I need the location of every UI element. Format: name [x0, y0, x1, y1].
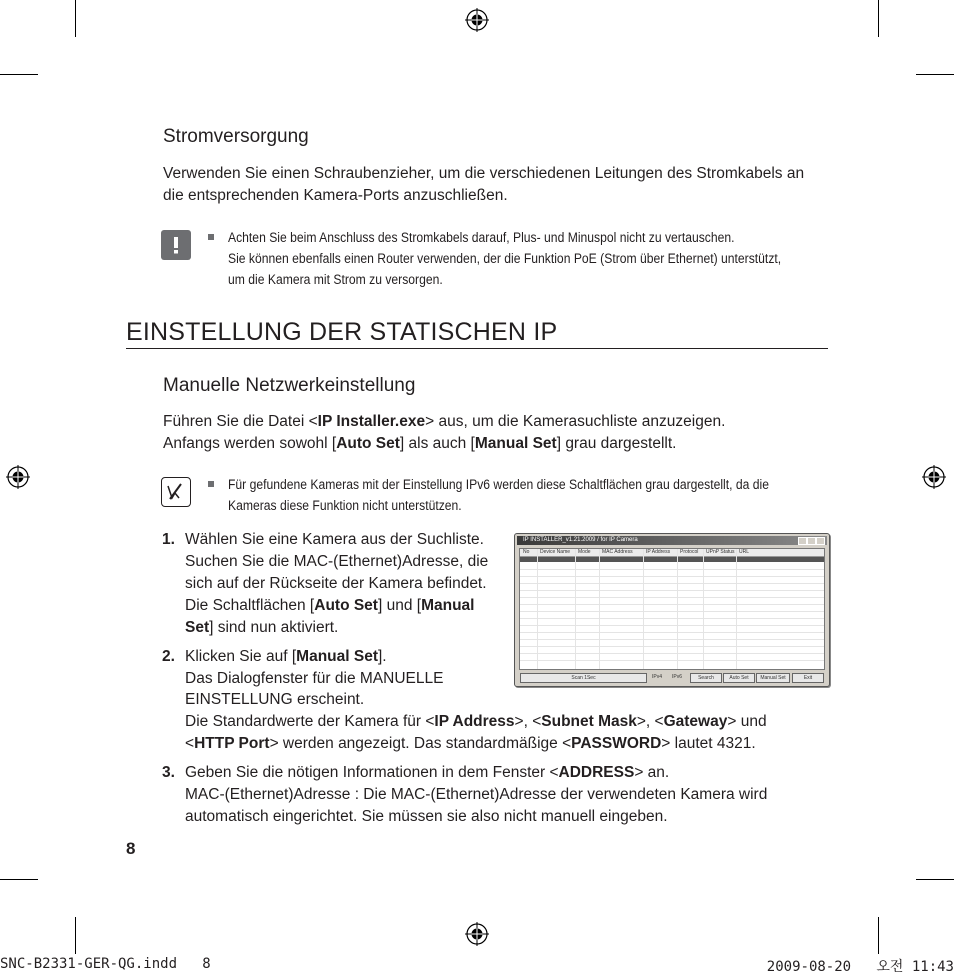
- step-number: 1.: [162, 531, 175, 548]
- text: >, <: [636, 713, 664, 730]
- grid-line: [520, 653, 824, 654]
- bold-text: HTTP Port: [194, 735, 270, 752]
- ip-installer-screenshot: [514, 533, 830, 687]
- step-text: automatisch eingerichtet. Sie müssen sie also nicht manuell eingeben.: [185, 808, 668, 825]
- search-button: Search: [690, 673, 722, 683]
- caution-icon: [161, 230, 191, 260]
- grid-line: [520, 646, 824, 647]
- minimize-icon: [798, 537, 807, 545]
- text: Führen Sie die Datei <: [163, 413, 318, 430]
- exit-button: Exit: [792, 673, 824, 683]
- column-header: UPnP Status: [706, 549, 735, 555]
- crop-mark: [916, 74, 954, 75]
- scan-interval-select: Scan 1Sec: [520, 673, 647, 683]
- bold-text: Set: [185, 619, 210, 636]
- crop-mark: [916, 879, 954, 880]
- grid-line: [520, 625, 824, 626]
- step-text: Wählen Sie eine Kamera aus der Suchliste.: [185, 531, 484, 548]
- column-header: No: [523, 549, 530, 555]
- bold-text: Manual Set: [474, 435, 557, 452]
- step-text: [185, 711, 767, 733]
- grid-line: [520, 611, 824, 612]
- bold-text: Gateway: [663, 713, 728, 730]
- close-icon: [816, 537, 825, 545]
- camera-list: [519, 548, 825, 670]
- text: ] und [: [377, 597, 422, 614]
- grid-line: [520, 569, 824, 570]
- footer-timestamp: 2009-08-20 오전 11:43: [766, 959, 954, 975]
- note-pencil-icon: [162, 478, 189, 505]
- grid-line: [520, 583, 824, 584]
- step-text: sich auf der Rückseite der Kamera befindet.: [185, 575, 487, 592]
- section-title-stromversorgung: Stromversorgung: [163, 126, 309, 147]
- step-text: [185, 595, 474, 617]
- text: > werden angezeigt. Das standardmäßige <: [269, 735, 572, 752]
- step-text: Suchen Sie die MAC-(Ethernet)Adresse, die: [185, 553, 489, 570]
- bold-text: Manual: [421, 597, 475, 614]
- grid-line: [520, 597, 824, 598]
- bold-text: IP Address: [434, 713, 515, 730]
- body-text: Verwenden Sie einen Schraubenzieher, um die verschiedenen Leitungen des Stromkabels an: [163, 165, 805, 182]
- caution-text: Sie können ebenfalls einen Router verwenden, der die Funktion PoE (Strom über Ethernet) unterstützt,: [228, 251, 782, 266]
- bold-text: ADDRESS: [558, 764, 635, 781]
- step-text: EINSTELLUNG erscheint.: [185, 691, 365, 708]
- crop-mark: [75, 0, 76, 37]
- note-text: Für gefundene Kameras mit der Einstellung IPv6 werden diese Schaltflächen grau dargestellt, da die: [228, 477, 769, 492]
- page-heading: EINSTELLUNG DER STATISCHEN IP: [126, 318, 558, 346]
- text: ].: [377, 648, 387, 665]
- column-header: Protocol: [680, 549, 699, 555]
- caution-text: um die Kamera mit Strom zu versorgen.: [228, 272, 443, 287]
- grid-line: [520, 576, 824, 577]
- text: Geben Sie die nötigen Informationen in dem Fenster <: [185, 764, 559, 781]
- text: ] als auch [: [399, 435, 475, 452]
- grid-line: [677, 549, 678, 669]
- registration-mark-icon: [465, 8, 489, 32]
- window-titlebar: [517, 536, 827, 545]
- text: >, <: [514, 713, 542, 730]
- manual-set-button: Manual Set: [756, 673, 790, 683]
- body-text: [163, 411, 725, 433]
- step-text: [185, 733, 756, 755]
- crop-mark: [0, 74, 38, 75]
- grid-line: [643, 549, 644, 669]
- text: Die Standardwerte der Kamera für <: [185, 713, 435, 730]
- column-header: URL: [739, 549, 750, 555]
- bold-text: Auto Set: [336, 435, 400, 452]
- caution-text: Achten Sie beim Anschluss des Stromkabels darauf, Plus- und Minuspol nicht zu vertauschen.: [228, 230, 735, 245]
- text: Die Schaltflächen [: [185, 597, 315, 614]
- auto-set-button: Auto Set: [723, 673, 755, 683]
- crop-mark: [878, 0, 879, 37]
- body-text: die entsprechenden Kamera-Ports anzuschließen.: [163, 187, 508, 204]
- heading-rule: [126, 348, 828, 349]
- text: <: [185, 735, 195, 752]
- grid-line: [520, 639, 824, 640]
- column-header: Mode: [578, 549, 591, 555]
- grid-line: [520, 618, 824, 619]
- text: > und: [727, 713, 767, 730]
- grid-line: [520, 604, 824, 605]
- window-title: IP INSTALLER_v1.21.2009 / for IP Camera: [523, 537, 638, 543]
- ipv6-radio: IPv6: [671, 674, 682, 680]
- text: ] grau dargestellt.: [556, 435, 677, 452]
- crop-mark: [75, 917, 76, 954]
- bold-text: Auto Set: [314, 597, 378, 614]
- text: Anfangs werden sowohl [: [163, 435, 337, 452]
- bold-text: Manual Set: [296, 648, 378, 665]
- crop-mark: [878, 917, 879, 954]
- registration-mark-icon: [922, 465, 946, 489]
- note-icon: [161, 477, 191, 507]
- registration-mark-icon: [465, 922, 489, 946]
- selected-row: [520, 557, 824, 562]
- grid-line: [520, 660, 824, 661]
- camera-list-header: [520, 549, 824, 557]
- grid-line: [575, 549, 576, 669]
- bold-text: IP Installer.exe: [317, 413, 426, 430]
- text: Klicken Sie auf [: [185, 648, 297, 665]
- registration-mark-icon: [6, 465, 30, 489]
- grid-line: [520, 590, 824, 591]
- step-text: [185, 762, 669, 784]
- grid-line: [520, 632, 824, 633]
- ipv4-radio: IPv4: [651, 674, 662, 680]
- text: ] sind nun aktiviert.: [209, 619, 339, 636]
- step-number: 2.: [162, 648, 175, 665]
- step-number: 3.: [162, 764, 175, 781]
- text: > aus, um die Kamerasuchliste anzuzeigen.: [425, 413, 726, 430]
- note-text: Kameras diese Funktion nicht unterstützen.: [228, 498, 462, 513]
- text: > lautet 4321.: [661, 735, 756, 752]
- grid-line: [599, 549, 600, 669]
- section-title-manuelle-netzwerkeinstellung: Manuelle Netzwerkeinstellung: [163, 375, 416, 396]
- bullet-icon: [208, 234, 214, 240]
- step-text: MAC-(Ethernet)Adresse : Die MAC-(Ethernet)Adresse der verwendeten Kamera wird: [185, 786, 768, 803]
- footer-filename: SNC-B2331-GER-QG.indd 8: [0, 956, 211, 972]
- column-header: Device Name: [540, 549, 571, 555]
- grid-line: [736, 549, 737, 669]
- bullet-icon: [208, 481, 214, 487]
- step-text: [185, 617, 338, 639]
- bold-text: PASSWORD: [571, 735, 662, 752]
- page-number: 8: [126, 839, 136, 858]
- step-text: Das Dialogfenster für die MANUELLE: [185, 670, 444, 687]
- step-text: [185, 646, 387, 668]
- grid-line: [703, 549, 704, 669]
- crop-mark: [0, 879, 38, 880]
- column-header: IP Address: [646, 549, 671, 555]
- text: > an.: [634, 764, 670, 781]
- exclamation-icon: [161, 230, 191, 260]
- column-header: MAC Address: [602, 549, 633, 555]
- grid-line: [537, 549, 538, 669]
- body-text: [163, 433, 676, 455]
- maximize-icon: [807, 537, 816, 545]
- bold-text: Subnet Mask: [541, 713, 637, 730]
